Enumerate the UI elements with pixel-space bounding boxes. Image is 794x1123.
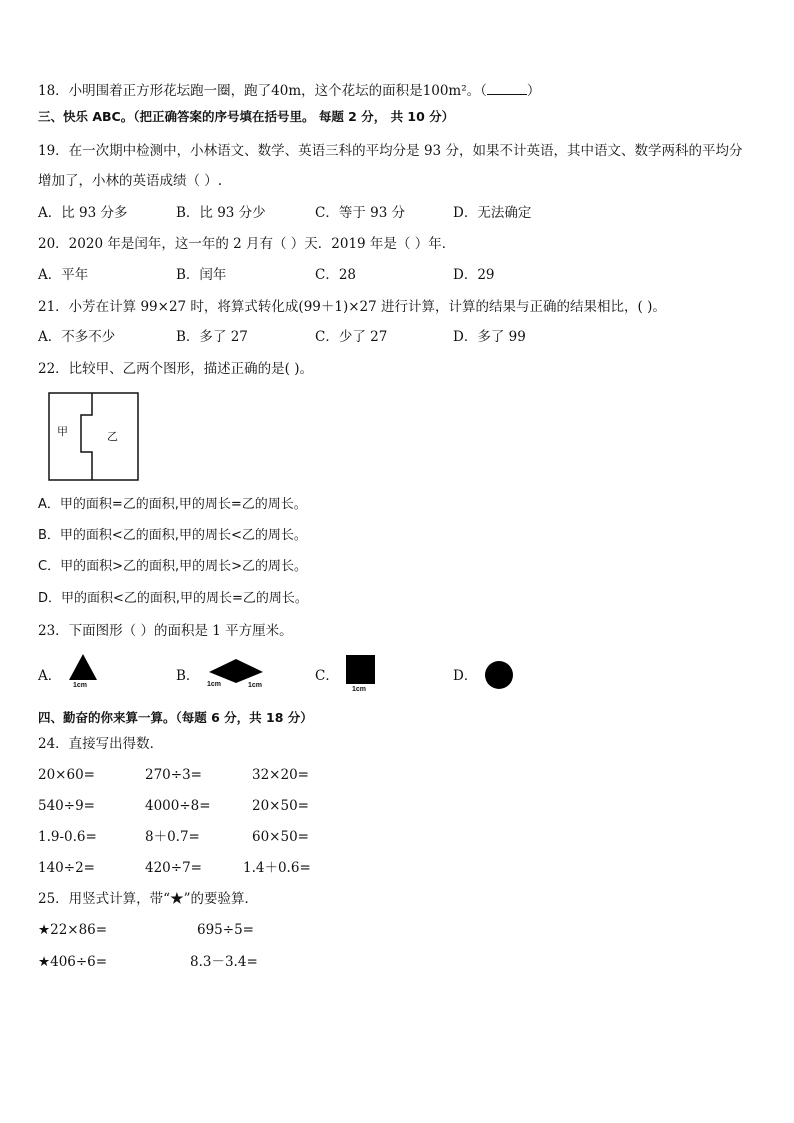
figure-label-yi: 乙 <box>107 430 118 443</box>
calc-item: 270÷3= <box>145 767 202 783</box>
triangle-shape <box>68 653 98 681</box>
q21-option-c[interactable]: C．少了 27 <box>315 329 388 345</box>
q19-option-a[interactable]: A．比 93 分多 <box>38 205 128 221</box>
q22-option-a[interactable]: A．甲的面积=乙的面积,甲的周长=乙的周长。 <box>38 497 307 512</box>
calc-item: 32×20= <box>252 767 309 783</box>
calc-item: 1.4＋0.6= <box>243 860 311 876</box>
calc-item: 4000÷8= <box>145 798 211 814</box>
calc-item: 1.9-0.6= <box>38 829 97 845</box>
question-18-text: 18．小明围着正方形花坛跑一圈，跑了40m，这个花坛的面积是100m²。（ <box>38 83 487 99</box>
question-21: 21．小芳在计算 99×27 时，将算式转化成(99＋1)×27 进行计算，计算的结果与正确的结果相比，( )。 <box>38 299 666 315</box>
question-18: 18．小明围着正方形花坛跑一圈，跑了40m，这个花坛的面积是100m²。（ ） <box>38 83 541 99</box>
unit-label: 1cm <box>352 686 367 693</box>
question-23: 23．下面图形（ ）的面积是 1 平方厘米。 <box>38 623 293 639</box>
q20-option-b[interactable]: B．闰年 <box>176 267 227 283</box>
q19-option-d[interactable]: D．无法确定 <box>453 205 532 221</box>
q20-option-c[interactable]: C．28 <box>315 267 357 283</box>
question-22: 22．比较甲、乙两个图形，描述正确的是( )。 <box>38 361 314 377</box>
unit-label: 1cm <box>73 682 88 689</box>
circle-shape <box>484 660 514 690</box>
unit-label: 1cm <box>207 681 222 688</box>
q23-option-a[interactable]: A． <box>38 668 62 684</box>
q22-option-b[interactable]: B．甲的面积<乙的面积,甲的周长<乙的周长。 <box>38 528 307 543</box>
q19-option-c[interactable]: C．等于 93 分 <box>315 205 406 221</box>
question-25: 25．用竖式计算，带“★”的要验算． <box>38 891 258 907</box>
question-24: 24．直接写出得数． <box>38 736 164 752</box>
q23-option-d[interactable]: D． <box>453 668 478 684</box>
figure-label-jia: 甲 <box>57 425 68 438</box>
q23-option-b[interactable]: B． <box>176 668 200 684</box>
q19-option-b[interactable]: B．比 93 分少 <box>176 205 266 221</box>
square-shape <box>346 655 376 685</box>
calc-item: 20×50= <box>252 798 309 814</box>
calc-item: ★22×86= <box>38 922 108 938</box>
calc-item: 20×60= <box>38 767 95 783</box>
shape-comparison-figure <box>48 392 140 482</box>
calc-item: 8＋0.7= <box>145 829 200 845</box>
calc-item: 695÷5= <box>197 922 254 938</box>
calc-item: 420÷7= <box>145 860 202 876</box>
q20-option-d[interactable]: D．29 <box>453 267 495 283</box>
q21-option-a[interactable]: A．不多不少 <box>38 329 116 345</box>
answer-blank[interactable] <box>487 82 527 95</box>
calc-item: 60×50= <box>252 829 309 845</box>
calc-item: 8.3－3.4= <box>190 954 258 970</box>
q23-option-c[interactable]: C． <box>315 668 339 684</box>
question-19-line-1: 19．在一次期中检测中，小林语文、数学、英语三科的平均分是 93 分，如果不计英语，其中语文、数学两科的平均分 <box>38 143 743 159</box>
unit-label: 1cm <box>248 682 263 689</box>
q22-option-c[interactable]: C．甲的面积>乙的面积,甲的周长>乙的周长。 <box>38 559 307 574</box>
calc-item: ★406÷6= <box>38 954 108 970</box>
q21-option-b[interactable]: B．多了 27 <box>176 329 248 345</box>
question-19-line-2: 增加了，小林的英语成绩（ ）. <box>38 173 223 189</box>
section-3-title: 三、快乐 ABC。（把正确答案的序号填在括号里。 每题 2 分， 共 10 分） <box>38 109 455 124</box>
q21-option-d[interactable]: D．多了 99 <box>453 329 526 345</box>
q22-option-d[interactable]: D．甲的面积<乙的面积,甲的周长=乙的周长。 <box>38 591 308 606</box>
section-4-title: 四、勤奋的你来算一算。（每题 6 分，共 18 分） <box>38 710 313 725</box>
calc-item: 540÷9= <box>38 798 95 814</box>
q20-option-a[interactable]: A．平年 <box>38 267 89 283</box>
question-20: 20．2020 年是闰年，这一年的 2 月有（ ）天．2019 年是（ ）年． <box>38 236 456 252</box>
calc-item: 140÷2= <box>38 860 95 876</box>
